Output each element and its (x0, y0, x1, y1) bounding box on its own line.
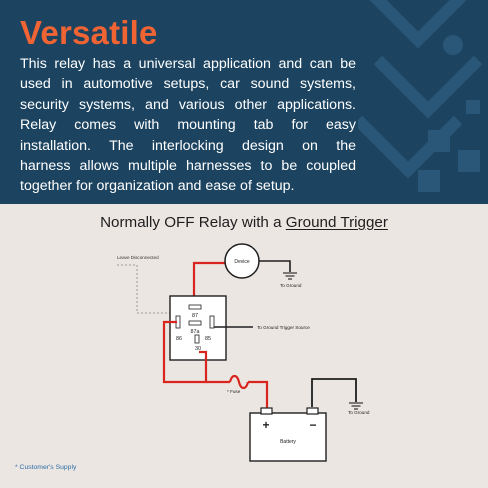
description-line: harness allows multiple harnesses to be coupled (20, 158, 356, 175)
battery-negative-terminal (307, 408, 318, 414)
pin-87a-label: 87a (190, 329, 200, 335)
fuse-symbol (230, 376, 248, 388)
leave-disconnected-label: Leave Disconnected (117, 255, 159, 260)
trigger-label: To Ground Trigger Source (257, 325, 310, 330)
leave-disconnected-wire (117, 265, 170, 313)
ground-icon (349, 403, 363, 409)
headline: Versatile (20, 14, 158, 51)
battery-plus-label: + (262, 418, 270, 432)
description-line: together for organization and ease of setup. (20, 178, 295, 195)
device-label: Device (234, 259, 250, 265)
diagram-title (0, 214, 488, 231)
pin-86-label: 86 (176, 336, 182, 342)
to-ground-battery-label: To Ground (348, 410, 370, 415)
pin-30-label: 30 (195, 346, 201, 352)
battery-minus-label: − (309, 418, 317, 432)
description-line: installation. The interlocking design on the (20, 137, 356, 154)
description-line: security systems, and various other applications. (20, 96, 356, 113)
wiring-diagram (0, 240, 488, 465)
battery-label: Battery (280, 439, 296, 445)
pin-85-label: 85 (205, 336, 211, 342)
decorative-pattern (358, 0, 488, 204)
battery-positive-terminal (261, 408, 272, 414)
description-line: used in automotive setups, car sound systems, (20, 76, 356, 93)
to-ground-device-label: To Ground (280, 283, 302, 288)
diagram-title-text: Normally OFF Relay with a (100, 214, 286, 231)
footnote: * Customer's Supply (15, 464, 77, 471)
feature-banner (0, 0, 488, 204)
description-line: Relay comes with mounting tab for easy (20, 117, 356, 134)
device-ground-wire (259, 261, 290, 272)
diagram-title-underlined: Ground Trigger (285, 214, 388, 231)
wire-87-device (194, 263, 225, 298)
ground-icon (283, 273, 297, 279)
description-line: This relay has a universal application and can be (20, 56, 356, 72)
pin-87-label: 87 (192, 313, 198, 319)
fuse-label: * Fuse (227, 389, 241, 394)
description-text (20, 54, 356, 197)
